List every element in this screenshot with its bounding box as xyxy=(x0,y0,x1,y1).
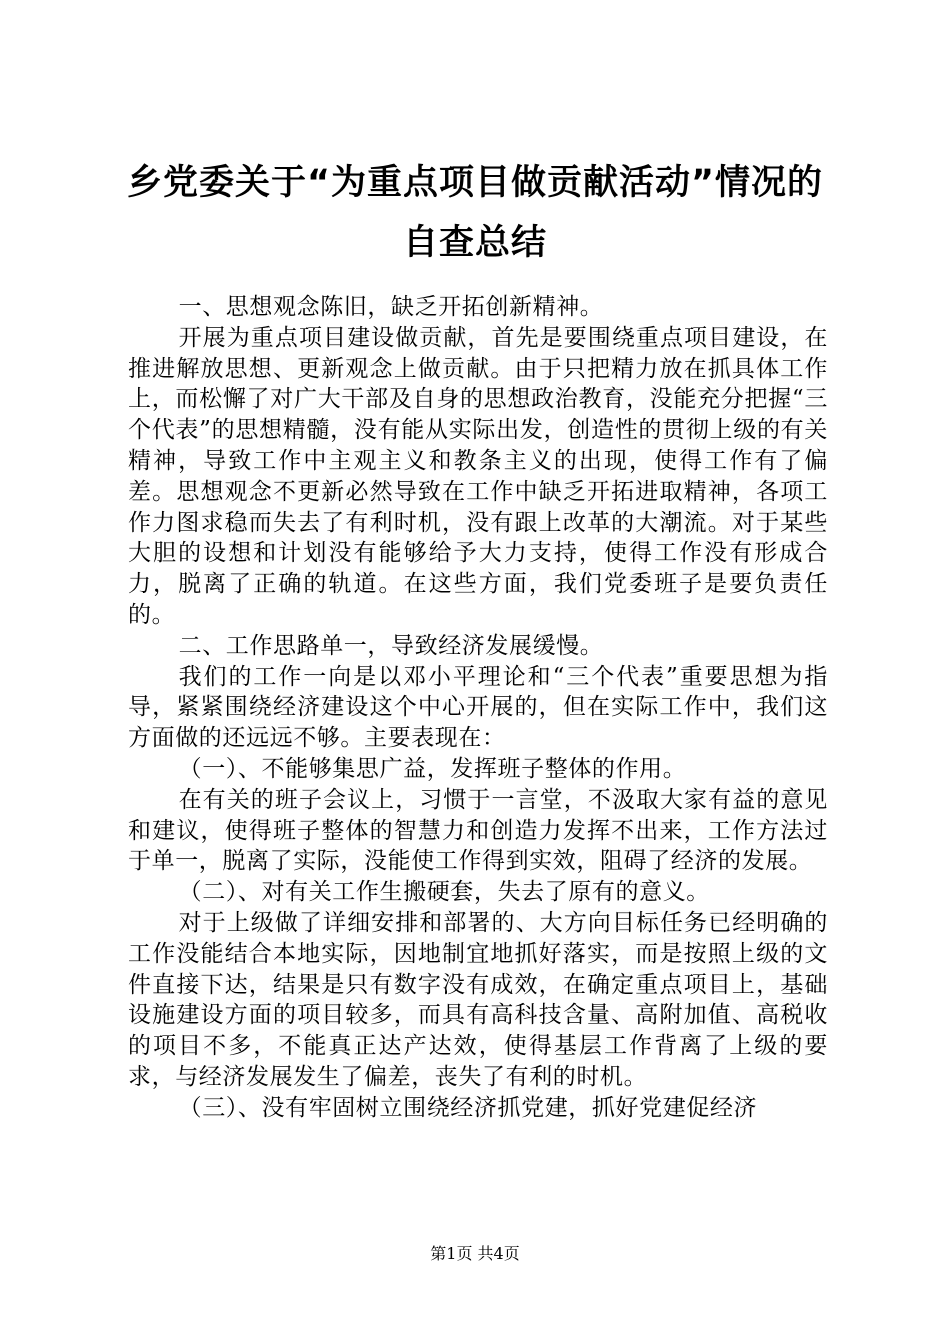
paragraph-3: 在有关的班子会议上，习惯于一言堂，不汲取大家有益的意见和建议，使得班子整体的智慧力和创造力发挥不出来，工作方法过于单一，脱离了实际，没能使工作得到实效，阻碍了经济的发展。 xyxy=(128,786,828,875)
subsection-heading-3: （三）、没有牢固树立围绕经济抓党建，抓好党建促经济 xyxy=(178,1094,758,1121)
page-footer: 第1页 共4页 xyxy=(430,1244,520,1263)
section-heading-1: 一、思想观念陈旧，缺乏开拓创新精神。 xyxy=(178,294,604,320)
paragraph-2: 我们的工作一向是以邓小平理论和“三个代表”重要思想为指导，紧紧围绕经济建设这个中心开展的，但在实际工作中，我们这方面做的还远远不够。主要表现在： xyxy=(128,663,828,752)
paragraph-4: 对于上级做了详细安排和部署的、大方向目标任务已经明确的工作没能结合本地实际，因地制宜地抓好落实，而是按照上级的文件直接下达，结果是只有数字没有成效，在确定重点项目上，基础设施建设方面的项目较多，而具有高科技含量、高附加值、高税收的项目不多，不能真正达产达效，使得基层工作背离了上级的要求，与经济发展发生了偏差，丧失了有利的时机。 xyxy=(128,909,828,1090)
subsection-heading-2: （二）、对有关工作生搬硬套，失去了原有的意义。 xyxy=(178,879,710,906)
document-title-line-2: 自查总结 xyxy=(402,223,547,263)
document-body xyxy=(128,292,828,1124)
document-title-line-1: 乡党委关于“为重点项目做贡献活动”情况的 xyxy=(126,163,823,203)
subsection-heading-1: （一）、不能够集思广益，发挥班子整体的作用。 xyxy=(178,755,687,782)
section-heading-2: 二、工作思路单一，导致经济发展缓慢。 xyxy=(178,632,604,659)
paragraph-1: 开展为重点项目建设做贡献，首先是要围绕重点项目建设，在推进解放思想、更新观念上做贡献。由于只把精力放在抓具体工作上，而松懈了对广大干部及自身的思想政治教育，没能充分把握“三个代表”的思想精髓，没有能从实际出发，创造性的贯彻上级的有关精神，导致工作中主观主义和教条主义的出现，使得工作有了偏差。思想观念不更新必然导致在工作中缺乏开拓进取精神，各项工作力图求稳而失去了有利时机，没有跟上改革的大潮流。对于某些大胆的设想和计划没有能够给予大力支持，使得工作没有形成合力，脱离了正确的轨道。在这些方面，我们党委班子是要负责任的。 xyxy=(128,324,828,628)
